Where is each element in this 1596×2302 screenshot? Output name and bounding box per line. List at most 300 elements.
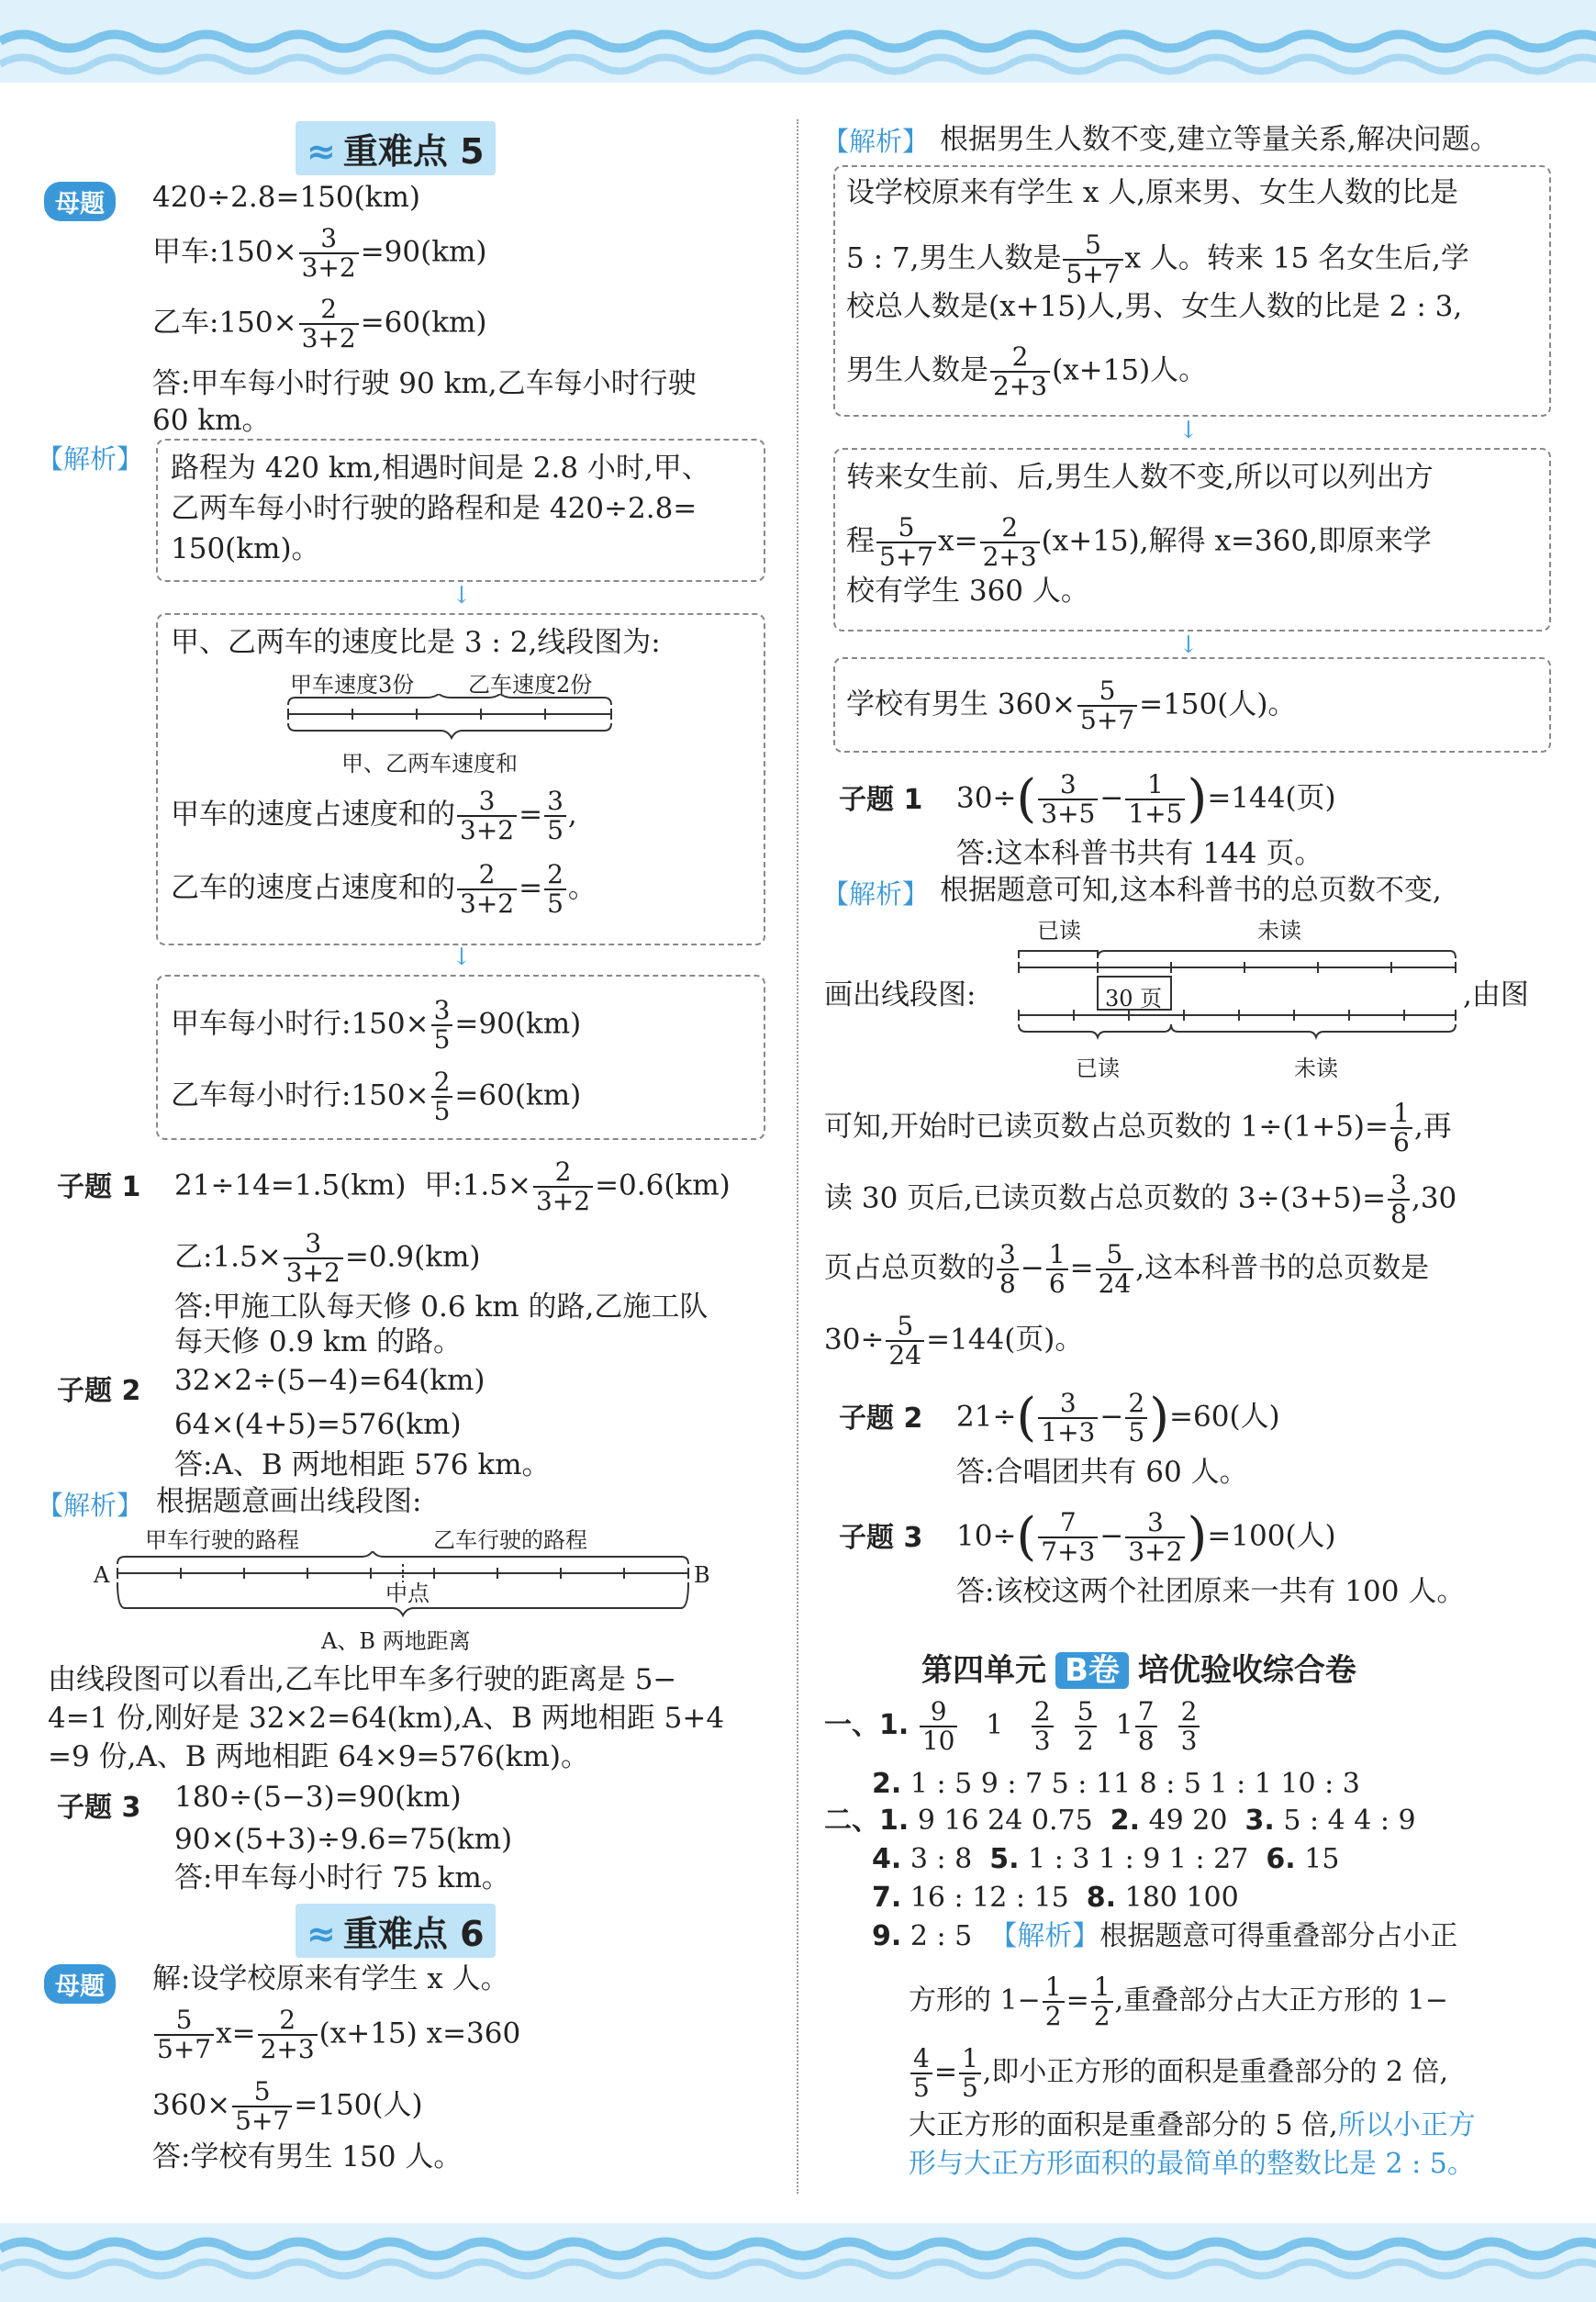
text: 甲车每小时行:150× <box>171 1007 430 1041</box>
heading-title: 重难点 5 <box>342 131 485 172</box>
numerator: 2 <box>544 861 566 890</box>
denominator: 24 <box>888 1340 922 1370</box>
section-header <box>921 1645 1356 1690</box>
fraction <box>154 2006 214 2063</box>
diagram-label: 乙车速度2份 <box>468 672 593 698</box>
denominator: 3+2 <box>1128 1537 1183 1567</box>
denominator: 3+2 <box>460 815 515 845</box>
pages-segment-diagram <box>1017 940 1457 1050</box>
text: (x+15) x=360 <box>318 2017 521 2051</box>
denominator: 6 <box>1048 1268 1066 1299</box>
numerator: 5 <box>232 2078 292 2107</box>
numerator: 2 <box>457 861 517 890</box>
answer-line: 答:该校这两个社团原来一共有 100 人。 <box>956 1575 1466 1608</box>
numerator: 1 <box>1046 1241 1068 1270</box>
text: =144(页) <box>1207 781 1336 815</box>
text: 大正方形的面积是重叠部分的 5 倍, <box>909 2109 1338 2141</box>
answer-row <box>824 1803 1416 1839</box>
denominator: 2 <box>1077 1726 1094 1756</box>
denominator: 5 <box>433 1024 451 1055</box>
analysis-tag: 【解析】 <box>822 878 930 910</box>
numerator: 5 <box>1077 677 1137 707</box>
numerator: 1 <box>1043 1973 1065 2003</box>
denominator: 1+5 <box>1128 799 1183 829</box>
denominator: 8 <box>999 1268 1016 1299</box>
numerator: 9 <box>920 1698 958 1727</box>
numerator: 5 <box>1063 231 1122 261</box>
line <box>174 1158 731 1215</box>
denominator: 8 <box>1137 1726 1155 1756</box>
numerator: 5 <box>876 514 936 543</box>
line: 420÷2.8=150(km) <box>152 181 420 214</box>
text: =144(页)。 <box>926 1323 1084 1357</box>
fraction <box>997 1241 1019 1298</box>
denominator: 10 <box>921 1726 955 1756</box>
text: 乙:1.5× <box>174 1240 282 1274</box>
denominator: 2+3 <box>260 2034 315 2064</box>
line <box>152 296 486 352</box>
denominator: 5 <box>913 2073 930 2103</box>
mother-question-tag: 母题 <box>44 1964 116 2004</box>
fraction <box>1046 1241 1068 1298</box>
line: 乙两车每小时行驶的路程和是 420÷2.8= <box>171 492 698 525</box>
answer-line: 答:这本科普书共有 144 页。 <box>956 837 1323 870</box>
right-paren: ) <box>1187 1507 1208 1567</box>
denominator: 5 <box>1128 1417 1145 1447</box>
bottom-wave-banner <box>0 2212 1596 2302</box>
text: 页占总页数的 <box>824 1251 995 1285</box>
text: ,再 <box>1413 1110 1452 1144</box>
answer-row <box>824 1698 1201 1755</box>
text: 360× <box>152 2088 231 2122</box>
text: =150(人) <box>294 2088 423 2122</box>
sub-question-tag: 子题 1 <box>57 1171 141 1203</box>
text: = <box>519 798 543 832</box>
fraction <box>457 788 517 844</box>
heading-key-point-6 <box>296 1904 496 1958</box>
fraction <box>886 1313 924 1369</box>
text: 乙车每小时行:150× <box>171 1078 430 1112</box>
denominator: 2 <box>1044 2001 1062 2031</box>
denominator: 5+7 <box>1066 259 1121 289</box>
line <box>846 677 1296 734</box>
numerator: 4 <box>910 2045 932 2074</box>
text: 甲:1.5× <box>424 1168 531 1202</box>
text: − <box>1099 1400 1124 1434</box>
answer-row <box>909 2045 1448 2102</box>
numerator: 1 <box>1390 1100 1412 1129</box>
line: 校有学生 360 人。 <box>846 575 1089 608</box>
answer-row: 形与大正方形面积的最简单的整数比是 2 : 5。 <box>909 2148 1475 2180</box>
value: 49 20 <box>1148 1805 1228 1837</box>
answer-line: 答:甲车每小时行驶 90 km,乙车每小时行驶 <box>152 367 697 400</box>
value: 2 : 5 <box>910 1920 973 1952</box>
line <box>171 788 577 844</box>
answer-line: 答:甲施工队每天修 0.6 km 的路,乙施工队 <box>174 1291 709 1324</box>
numerator: 2 <box>533 1158 593 1188</box>
line <box>152 2006 520 2063</box>
line <box>824 1100 1452 1157</box>
sub-question-tag: 子题 3 <box>839 1522 923 1554</box>
denominator: 8 <box>1390 1199 1407 1229</box>
denominator: 5+7 <box>235 2106 290 2136</box>
fraction <box>980 514 1040 571</box>
numerator: 3 <box>1038 1390 1098 1419</box>
fraction <box>1178 1698 1200 1755</box>
analysis-tag: 【解析】 <box>989 1920 1100 1952</box>
fraction <box>533 1158 593 1215</box>
diagram-label: 已读 <box>1037 918 1081 944</box>
fraction <box>1125 771 1185 828</box>
fraction <box>544 861 566 918</box>
numerator: 3 <box>457 788 517 817</box>
text: 30÷ <box>824 1323 885 1357</box>
text: =0.9(km) <box>344 1240 481 1274</box>
text: 乙车:150× <box>152 306 297 340</box>
denominator: 7+3 <box>1041 1537 1096 1567</box>
fraction <box>431 1068 453 1125</box>
text: 10÷ <box>956 1519 1017 1553</box>
line: ,由图 <box>1463 978 1529 1011</box>
question-number: 9. <box>872 1920 902 1952</box>
unit-title: 第四单元 <box>921 1652 1046 1689</box>
text: x= <box>938 524 978 558</box>
value: 1 : 3 1 : 9 1 : 27 <box>1028 1843 1249 1875</box>
line: 甲、乙两车的速度比是 3 : 2,线段图为: <box>171 626 661 659</box>
denominator: 3+2 <box>285 1257 340 1288</box>
question-number: 2. <box>872 1768 902 1800</box>
fraction <box>1125 1390 1147 1447</box>
wave-icon: ≈ <box>307 131 336 172</box>
answer-row <box>909 2107 1476 2144</box>
diagram-label: 未读 <box>1294 1056 1338 1081</box>
column-divider <box>797 119 798 2194</box>
line <box>824 1171 1456 1228</box>
question-number: 二、1. <box>824 1805 910 1837</box>
line <box>956 771 1336 828</box>
paper-badge: B卷 <box>1055 1652 1129 1689</box>
denominator: 3+2 <box>460 888 515 919</box>
denominator: 3 <box>1180 1726 1198 1756</box>
fraction <box>1388 1171 1410 1228</box>
text: 。 <box>567 871 597 905</box>
numerator: 5 <box>1096 1241 1134 1270</box>
numerator: 1 <box>959 2045 981 2074</box>
question-number: 2. <box>1110 1805 1141 1837</box>
numerator: 3 <box>1038 771 1098 800</box>
fraction <box>1125 1509 1185 1566</box>
text: = <box>1066 1984 1089 2017</box>
text: ,即小正方形的面积是重叠部分的 2 倍, <box>982 2056 1449 2088</box>
question-number: 4. <box>872 1843 902 1875</box>
text: =100(人) <box>1207 1519 1336 1553</box>
line: 根据题意可知,这本科普书的总页数不变, <box>940 874 1442 907</box>
answer-line: 每天修 0.9 km 的路。 <box>174 1325 463 1358</box>
text: (x+15)人。 <box>1052 353 1208 387</box>
analysis-tag: 【解析】 <box>37 443 144 475</box>
value: 16 : 12 : 15 <box>910 1882 1069 1914</box>
diagram-label: 乙车行驶的路程 <box>433 1527 587 1553</box>
value: 15 <box>1304 1843 1340 1875</box>
text: x 人。转来 15 名女生后,学 <box>1124 241 1469 275</box>
answer-line: 60 km。 <box>152 404 271 437</box>
text: 5 : 7,男生人数是 <box>846 241 1062 275</box>
fraction <box>284 1230 343 1287</box>
denominator: 6 <box>1393 1127 1410 1157</box>
denominator: 3+2 <box>535 1186 591 1216</box>
text: =90(km) <box>360 235 487 269</box>
denominator: 3+2 <box>301 252 356 283</box>
numerator: 5 <box>154 2006 214 2036</box>
fraction <box>457 861 517 918</box>
text: (x+15),解得 x=360,即原来学 <box>1041 524 1432 558</box>
fraction <box>258 2006 318 2063</box>
line <box>956 1390 1280 1447</box>
text: 男生人数是 <box>846 353 988 387</box>
question-number: 8. <box>1086 1882 1117 1914</box>
line: =9 份,A、B 两地相距 64×9=576(km)。 <box>48 1740 589 1773</box>
text: 方形的 1− <box>909 1984 1041 2017</box>
numerator: 3 <box>1388 1171 1410 1201</box>
diagram-label: 未读 <box>1257 918 1301 944</box>
line <box>171 1068 581 1125</box>
sub-question-tag: 子题 3 <box>57 1792 141 1824</box>
denominator: 3+2 <box>301 323 356 353</box>
question-number: 5. <box>989 1843 1020 1875</box>
answer-row <box>872 1918 1457 1955</box>
fraction <box>959 2045 981 2102</box>
text: 甲车:150× <box>152 235 297 269</box>
value: 1 : 5 9 : 7 5 : 11 8 : 5 1 : 1 10 : 3 <box>910 1768 1360 1800</box>
answer-line: 答:A、B 两地相距 576 km。 <box>174 1448 551 1481</box>
text: 乙车的速度占速度和的 <box>171 871 455 905</box>
text: x= <box>216 2017 256 2051</box>
text: − <box>1020 1251 1044 1285</box>
numerator: 3 <box>1125 1509 1185 1538</box>
text: 读 30 页后,已读页数占总页数的 3÷(3+5)= <box>824 1181 1387 1215</box>
answer-line: 答:合唱团共有 60 人。 <box>956 1456 1248 1489</box>
fraction <box>1075 1698 1097 1755</box>
text: 可知,开始时已读页数占总页数的 1÷(1+5)= <box>824 1110 1389 1144</box>
diagram-label: A、B 两地距离 <box>321 1628 471 1654</box>
down-arrow-icon: ↓ <box>1178 417 1199 444</box>
text: = <box>1069 1251 1094 1285</box>
text: 程 <box>846 524 875 558</box>
numerator: 5 <box>1075 1698 1097 1727</box>
value: 1 <box>1115 1709 1133 1741</box>
denominator: 3+5 <box>1041 799 1096 829</box>
fraction <box>1038 771 1098 828</box>
numerator: 2 <box>1032 1698 1054 1727</box>
heading-title: 重难点 6 <box>342 1914 485 1954</box>
numerator: 2 <box>990 343 1050 373</box>
left-paren: ( <box>1016 1507 1037 1567</box>
line: 根据男生人数不变,建立等量关系,解决问题。 <box>940 123 1499 156</box>
top-wave-banner <box>0 0 1596 101</box>
answer-row <box>872 1880 1239 1916</box>
answer-row <box>909 1973 1448 2030</box>
question-number: 7. <box>872 1882 902 1914</box>
value: 180 100 <box>1124 1882 1239 1914</box>
value: 1 <box>986 1709 1004 1741</box>
denominator: 24 <box>1098 1268 1132 1299</box>
answer-line: 答:甲车每小时行 75 km。 <box>174 1861 510 1894</box>
value: 根据题意可得重叠部分占小正 <box>1099 1920 1458 1952</box>
line: 根据题意画出线段图: <box>156 1485 422 1518</box>
sub-question-tag: 子题 2 <box>839 1402 923 1435</box>
value: 5 : 4 4 : 9 <box>1283 1805 1416 1837</box>
text: , <box>567 798 577 832</box>
text: − <box>1099 781 1124 815</box>
left-paren: ( <box>1016 769 1037 829</box>
point-b-label: B <box>694 1562 710 1588</box>
numerator: 1 <box>1125 771 1185 800</box>
analysis-tag: 【解析】 <box>822 126 930 157</box>
fraction <box>876 514 936 571</box>
line: 64×(4+5)=576(km) <box>174 1408 462 1441</box>
text: =60(人) <box>1169 1400 1280 1434</box>
sub-question-tag: 子题 1 <box>839 784 923 816</box>
line <box>174 1230 480 1287</box>
text: ,这本科普书的总页数是 <box>1135 1251 1430 1285</box>
fraction <box>1063 231 1122 288</box>
line <box>152 2078 423 2135</box>
numerator: 3 <box>997 1241 1019 1270</box>
fraction <box>1038 1390 1098 1447</box>
numerator: 2 <box>299 296 359 325</box>
point-a-label: A <box>94 1562 110 1588</box>
denominator: 1+3 <box>1041 1417 1096 1447</box>
value: 3 : 8 <box>910 1843 973 1875</box>
line: 90×(5+3)÷9.6=75(km) <box>174 1823 513 1856</box>
line: 32×2÷(5−4)=64(km) <box>174 1364 485 1397</box>
line <box>824 1241 1429 1298</box>
text: ,30 <box>1411 1181 1457 1215</box>
diagram-label: 中点 <box>385 1581 430 1606</box>
text: = <box>933 2056 957 2088</box>
numerator: 3 <box>299 225 359 254</box>
line: 画出线段图: <box>824 978 977 1011</box>
text: =0.6(km) <box>595 1168 731 1202</box>
down-arrow-icon: ↓ <box>452 944 472 971</box>
mother-question-tag: 母题 <box>44 182 116 221</box>
fraction <box>1032 1698 1054 1755</box>
question-number: 一、1. <box>824 1709 910 1741</box>
sub-question-tag: 子题 2 <box>57 1375 141 1407</box>
line <box>846 514 1432 571</box>
fraction <box>1077 677 1137 734</box>
numerator: 2 <box>258 2006 318 2036</box>
right-paren: ) <box>1187 769 1208 829</box>
diagram-label: 甲、乙两车速度和 <box>341 751 518 777</box>
denominator: 5 <box>547 888 564 919</box>
line <box>846 343 1207 400</box>
text: − <box>1099 1519 1124 1553</box>
numerator: 5 <box>886 1313 924 1342</box>
line: 由线段图可以看出,乙车比甲车多行驶的距离是 5− <box>48 1663 677 1696</box>
numerator: 2 <box>1178 1698 1200 1727</box>
text: 30÷ <box>956 781 1017 815</box>
wave-icon: ≈ <box>307 1914 336 1954</box>
fraction <box>1043 1973 1065 2030</box>
answer-line: 答:学校有男生 150 人。 <box>152 2140 463 2173</box>
text: =60(km) <box>454 1078 582 1112</box>
fraction <box>920 1698 958 1755</box>
answer-row <box>872 1766 1360 1803</box>
numerator: 2 <box>980 514 1040 543</box>
down-arrow-icon: ↓ <box>1178 631 1199 659</box>
fraction <box>1038 1509 1098 1566</box>
line: 路程为 420 km,相遇时间是 2.8 小时,甲、 <box>171 452 710 485</box>
text: =60(km) <box>360 306 487 340</box>
question-number: 6. <box>1266 1843 1296 1875</box>
fraction <box>544 788 566 844</box>
denominator: 5+7 <box>157 2034 212 2064</box>
diagram-label: 30 页 <box>1105 986 1163 1011</box>
numerator: 3 <box>284 1230 343 1259</box>
text: 学校有男生 360× <box>846 687 1076 721</box>
denominator: 3 <box>1033 1726 1051 1756</box>
denominator: 5 <box>433 1096 451 1126</box>
diagram-label: 甲车行驶的路程 <box>145 1527 299 1553</box>
diagram-label: 已读 <box>1076 1056 1120 1081</box>
numerator: 2 <box>431 1068 453 1098</box>
fraction <box>990 343 1050 400</box>
line: 解:设学校原来有学生 x 人。 <box>152 1962 509 1995</box>
fraction <box>910 2045 932 2102</box>
line: 4=1 份,刚好是 32×2=64(km),A、B 两地相距 5+4 <box>48 1702 725 1735</box>
line: 180÷(5−3)=90(km) <box>174 1781 462 1814</box>
denominator: 5+7 <box>879 542 934 572</box>
left-paren: ( <box>1016 1388 1037 1447</box>
fraction <box>1091 1973 1113 2030</box>
fraction <box>1096 1241 1134 1298</box>
text: =90(km) <box>454 1007 582 1041</box>
fraction <box>232 2078 292 2135</box>
speed-segment-diagram <box>285 694 615 740</box>
analysis-tag: 【解析】 <box>37 1490 144 1521</box>
fraction <box>299 225 359 282</box>
numerator: 2 <box>1125 1390 1147 1419</box>
line: 转来女生前、后,男生人数不变,所以可以列出方 <box>846 461 1434 494</box>
fraction <box>1390 1100 1412 1157</box>
line <box>171 861 597 918</box>
text: ,重叠部分占大正方形的 1− <box>1114 1984 1448 2017</box>
right-paren: ) <box>1149 1388 1170 1447</box>
heading-key-point-5 <box>296 121 496 175</box>
line <box>824 1313 1083 1369</box>
denominator: 5+7 <box>1080 705 1135 735</box>
text: =150(人)。 <box>1139 687 1297 721</box>
line <box>956 1509 1336 1566</box>
line <box>846 231 1469 288</box>
text: 甲车的速度占速度和的 <box>171 798 455 832</box>
numerator: 3 <box>544 788 566 817</box>
text: = <box>519 871 543 905</box>
line: 校总人数是(x+15)人,男、女生人数的比是 2 : 3, <box>846 290 1463 323</box>
line <box>171 997 581 1054</box>
paper-title: 培优验收综合卷 <box>1137 1652 1356 1689</box>
denominator: 2+3 <box>993 371 1048 401</box>
down-arrow-icon: ↓ <box>452 582 472 609</box>
highlighted-text: 所以小正方 <box>1337 2109 1476 2141</box>
text: 21÷14=1.5(km) <box>174 1168 407 1202</box>
numerator: 3 <box>431 997 453 1026</box>
numerator: 1 <box>1091 1973 1113 2003</box>
question-number: 3. <box>1244 1805 1275 1837</box>
line <box>152 225 486 282</box>
numerator: 7 <box>1135 1698 1157 1727</box>
